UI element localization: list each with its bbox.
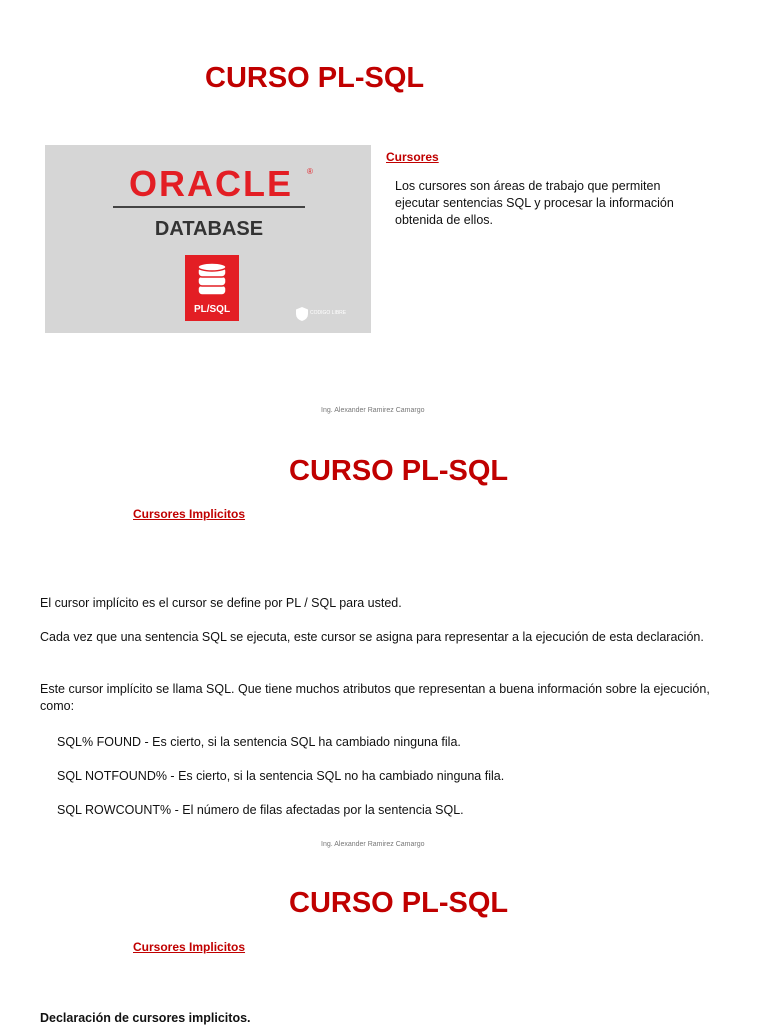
page3-title: CURSO PL-SQL bbox=[289, 887, 509, 919]
paragraph: Este cursor implícito se llama SQL. Que tiene muchos atributos que representan a buena información sobre la ejecución, como: bbox=[40, 682, 710, 713]
page1-footer: Ing. Alexander Ramirez Camargo bbox=[321, 407, 425, 414]
banner-divider bbox=[113, 206, 305, 208]
paragraph: El cursor implícito es el cursor se define por PL / SQL para usted. bbox=[40, 596, 402, 610]
page2-footer: Ing. Alexander Ramirez Camargo bbox=[321, 841, 425, 848]
paragraph: Cada vez que una sentencia SQL se ejecuta, este cursor se asigna para representar a la ejecución de esta declaración. bbox=[40, 630, 704, 644]
cursores-implicitos-link[interactable]: Cursores Implicitos bbox=[133, 507, 246, 521]
oracle-database-banner bbox=[45, 145, 371, 333]
cursores-description: Los cursores son áreas de trabajo que permiten ejecutar sentencias SQL y procesar la información obtenida de ellos. bbox=[395, 179, 674, 227]
attribute-item-found: SQL% FOUND - Es cierto, si la sentencia SQL ha cambiado ninguna fila. bbox=[57, 735, 461, 749]
page1-title: CURSO PL-SQL bbox=[205, 62, 425, 94]
declaracion-heading: Declaración de cursores implicitos. bbox=[40, 1011, 251, 1025]
cursores-implicitos-link-2[interactable]: Cursores Implicitos bbox=[133, 940, 246, 954]
codigo-libre-watermark bbox=[296, 306, 347, 322]
attribute-item-notfound: SQL NOTFOUND% - Es cierto, si la sentencia SQL no ha cambiado ninguna fila. bbox=[57, 769, 505, 783]
plsql-label: PL/SQL bbox=[193, 304, 231, 315]
registered-mark: ® bbox=[307, 167, 313, 176]
shield-icon bbox=[296, 307, 308, 321]
page2-title: CURSO PL-SQL bbox=[289, 455, 509, 487]
oracle-logo: ORACLE bbox=[129, 163, 293, 204]
watermark-text: CODIGO LIBRE bbox=[310, 310, 347, 316]
cursores-link[interactable]: Cursores bbox=[386, 150, 439, 164]
database-label: DATABASE bbox=[154, 218, 264, 240]
plsql-logo bbox=[185, 255, 239, 321]
attribute-item-rowcount: SQL ROWCOUNT% - El número de filas afectadas por la sentencia SQL. bbox=[57, 803, 464, 817]
